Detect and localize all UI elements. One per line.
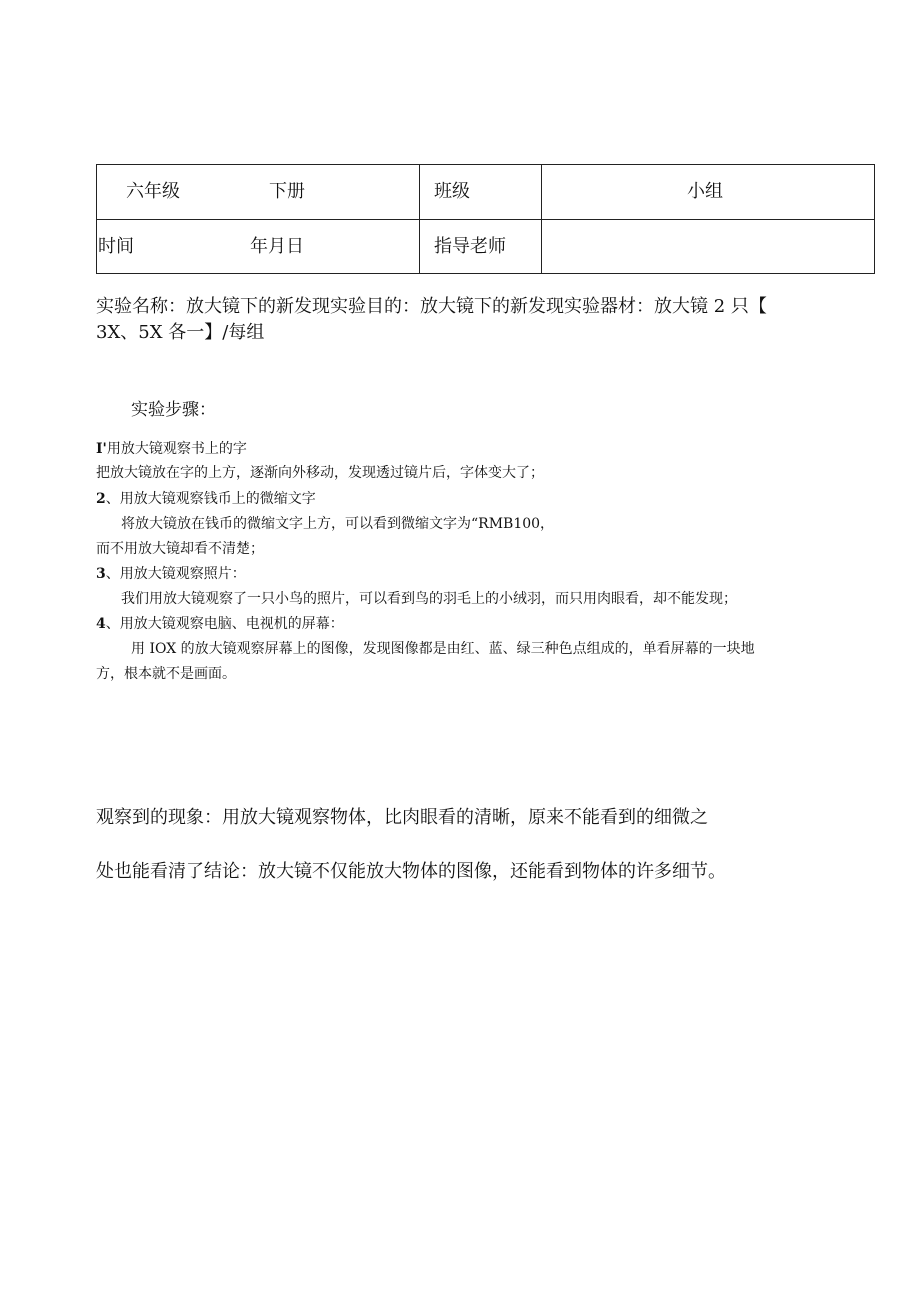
step-4-body-2: 方，根本就不是画面。: [96, 666, 236, 682]
step-3-body: 我们用放大镜观察了一只小鸟的照片，可以看到鸟的羽毛上的小绒羽，而只用肉眼看，却不能发现；: [121, 591, 737, 607]
grade-cell: 六年级: [126, 181, 180, 202]
step-1-title: 用放大镜观察书上的字: [106, 441, 247, 457]
step-2-body-2: 而不用放大镜却看不清楚；: [96, 541, 264, 557]
steps-title: 实验步骤：: [131, 400, 216, 420]
step-1-heading: [96, 438, 247, 460]
step-2-title: 、用放大镜观察钱币上的微缩文字: [105, 491, 316, 507]
date-label: 年月日: [250, 236, 304, 257]
step-4-body-1: 用 IOX 的放大镜观察屏幕上的图像，发现图像都是由红、蓝、绿三种色点组成的，单看屏幕的一块地: [131, 641, 755, 657]
volume-cell: 下册: [269, 181, 305, 202]
intro-line-1: 实验名称：放大镜下的新发现实验目的：放大镜下的新发现实验器材：放大镜 2 只【: [96, 296, 767, 317]
time-label: 时间: [98, 236, 134, 257]
observation-line-2: 处也能看清了结论：放大镜不仅能放大物体的图像，还能看到物体的许多细节。: [96, 861, 726, 882]
step-3-title: 、用放大镜观察照片：: [105, 566, 246, 582]
step-1-number: I': [96, 441, 107, 457]
group-label: 小组: [687, 181, 723, 202]
step-1-body: 把放大镜放在字的上方，逐渐向外移动，发现透过镜片后，字体变大了；: [96, 465, 544, 481]
step-4-heading: [96, 613, 344, 635]
step-4-number: 4: [96, 616, 106, 632]
observation-line-1: 观察到的现象：用放大镜观察物体，比肉眼看的清晰，原来不能看到的细微之: [96, 807, 708, 828]
step-2-number: 2: [96, 491, 106, 507]
step-2-heading: [96, 488, 316, 510]
step-3-heading: [96, 563, 246, 585]
intro-line-2: 3X、5X 各一】/每组: [96, 322, 265, 343]
teacher-label: 指导老师: [434, 236, 506, 257]
table-divider: [97, 219, 874, 220]
step-2-body-1: 将放大镜放在钱币的微缩文字上方，可以看到微缩文字为“RMB100，: [121, 516, 555, 532]
step-4-title: 、用放大镜观察电脑、电视机的屏幕：: [105, 616, 344, 632]
info-table: [96, 164, 875, 274]
class-label: 班级: [434, 181, 470, 202]
step-3-number: 3: [96, 566, 106, 582]
